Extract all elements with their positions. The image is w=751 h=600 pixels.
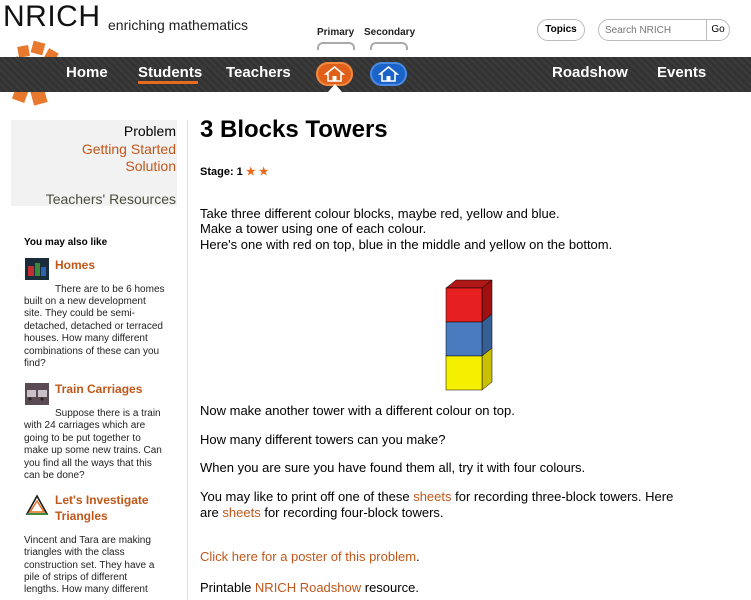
block-tower-illustration (440, 278, 500, 394)
nrich-logo-text[interactable]: NRICH (3, 0, 101, 33)
paragraph-four-colours: When you are sure you have found them all, try it with four colours. (200, 460, 586, 475)
paragraph-print-sheets-2 (200, 505, 700, 521)
related-triangles-desc: triangles with the class (24, 547, 125, 558)
print-text: You may like to print off one of these (200, 489, 414, 504)
nav-active-underline (138, 81, 198, 84)
secondary-home-button[interactable] (370, 62, 407, 86)
zone-primary-label[interactable]: Primary (317, 27, 355, 38)
logo-tagline: enriching mathematics (108, 17, 249, 33)
primary-home-button[interactable] (316, 62, 353, 86)
nav-teachers[interactable]: Teachers (226, 64, 291, 81)
paragraph-how-many: How many different towers can you make? (200, 432, 446, 447)
nav-home[interactable]: Home (66, 64, 108, 81)
search-input[interactable] (603, 21, 707, 39)
search-box (598, 19, 730, 41)
related-homes-desc: built on a new development (24, 296, 146, 307)
page-title: 3 Blocks Towers (200, 116, 388, 143)
related-train-desc: Suppose there is a train (55, 408, 161, 419)
poster-link[interactable]: Click here for a poster of this problem (200, 549, 417, 564)
print-text: are (200, 505, 223, 520)
sidebar-divider (187, 120, 188, 600)
print-text: for recording three-block towers. Here (451, 489, 674, 504)
related-triangles-link[interactable]: Let's Investigate (55, 493, 149, 507)
paragraph-print-sheets (200, 489, 700, 505)
sheets-link-four-block[interactable]: sheets (222, 505, 261, 520)
zone-primary-bracket (317, 42, 355, 50)
nav-students[interactable]: Students (138, 64, 203, 81)
sidebar-teachers-resources-link[interactable]: Teachers' Resources (45, 191, 176, 207)
sheets-link-three-block[interactable]: sheets (413, 489, 452, 504)
sidebar-getting-started-link[interactable]: Getting Started (81, 141, 176, 157)
related-train-desc: going to be put together to (24, 433, 141, 444)
related-triangles-desc: lengths. How many different (24, 584, 148, 595)
related-train-desc: you find all the ways that this (24, 458, 152, 469)
zone-secondary-label[interactable]: Secondary (364, 27, 416, 38)
roadshow-resource-link[interactable]: NRICH Roadshow (254, 580, 362, 595)
related-homes-desc: site. They could be semi- (24, 308, 135, 319)
related-train-desc: with 24 carriages which are (24, 420, 146, 431)
sidebar-solution-link[interactable]: Solution (125, 158, 176, 174)
related-triangles-desc: construction set. They have a (24, 560, 155, 571)
nav-events[interactable]: Events (657, 64, 707, 81)
print-text: for recording four-block towers. (260, 505, 444, 520)
related-homes-desc: houses. How many different (24, 333, 148, 344)
related-triangles-desc: pile of strips of different (24, 572, 128, 583)
house-icon (370, 62, 407, 86)
related-homes-desc: There are to be 6 homes (55, 284, 165, 295)
printable-text: Printable (200, 580, 255, 595)
related-triangles-desc: Vincent and Tara are making (24, 535, 151, 546)
poster-period: . (416, 549, 420, 564)
stage-indicator (200, 165, 269, 178)
intro-line: Here's one with red on top, blue in the middle and yellow on the bottom. (200, 237, 613, 252)
also-like-heading: You may also like (24, 237, 108, 248)
main-navbar (0, 57, 751, 92)
related-train-desc: make up some new trains. Can (24, 445, 162, 456)
stage-label: Stage: 1 (200, 166, 243, 178)
related-train-desc: can be done? (24, 470, 85, 481)
related-triangles-link[interactable]: Triangles (55, 509, 108, 523)
related-homes-desc: detached, detached or terraced (24, 321, 163, 332)
train-carriages-thumbnail-icon[interactable] (25, 383, 49, 405)
paragraph-poster (200, 549, 700, 565)
triangles-thumbnail-icon[interactable] (25, 494, 49, 516)
sidebar-problem: Problem (123, 123, 176, 139)
nav-roadshow[interactable]: Roadshow (552, 64, 628, 81)
intro-line: Make a tower using one of each colour. (200, 221, 427, 236)
search-go-button[interactable]: Go (706, 20, 729, 40)
homes-thumbnail-icon[interactable] (25, 258, 49, 280)
related-train-carriages-link[interactable]: Train Carriages (55, 382, 143, 396)
paragraph-printable (200, 580, 700, 596)
related-homes-link[interactable]: Homes (55, 258, 96, 272)
star-rating-icon: ★ ★ (245, 166, 269, 178)
paragraph-another-tower: Now make another tower with a different colour on top. (200, 403, 515, 418)
nav-active-caret (328, 84, 342, 92)
zone-secondary-bracket (370, 42, 408, 50)
related-homes-desc: combinations of these can you (24, 346, 160, 357)
house-icon (316, 62, 353, 86)
topics-button[interactable]: Topics (537, 19, 585, 41)
resource-text: resource. (361, 580, 419, 595)
intro-line: Take three different colour blocks, maybe red, yellow and blue. (200, 206, 560, 221)
related-homes-desc: find? (24, 358, 46, 369)
